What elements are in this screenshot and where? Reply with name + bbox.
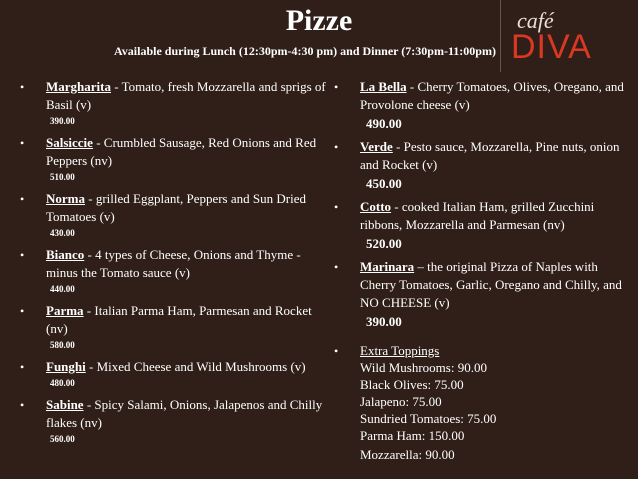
bullet-icon: •	[20, 398, 25, 412]
item-name: Parma	[46, 303, 84, 318]
menu-item	[20, 246, 328, 296]
item-name: Margharita	[46, 79, 111, 94]
menu-item	[334, 198, 634, 254]
topping-line: Wild Mushrooms: 90.00	[360, 360, 487, 375]
item-price: 390.00	[50, 116, 75, 126]
item-description: 4 types of Cheese, Onions and Thyme - minus the Tomato sauce (v)	[46, 247, 301, 280]
item-name: La Bella	[360, 79, 407, 94]
topping-line: Mozzarella: 90.00	[360, 447, 455, 462]
menu-title: Pizze	[285, 4, 353, 37]
item-separator: -	[85, 191, 96, 206]
item-description: grilled Eggplant, Peppers and Sun Dried Tomatoes (v)	[46, 191, 306, 224]
item-separator: -	[392, 139, 404, 154]
item-name: Bianco	[46, 247, 85, 262]
item-price: 450.00	[366, 176, 402, 191]
bullet-icon: •	[334, 140, 339, 154]
menu-item	[20, 134, 328, 184]
item-description: Cherry Tomatoes, Olives, Oregano, and Provolone cheese (v)	[360, 79, 624, 112]
item-description: cooked Italian Ham, grilled Zucchini ribbons, Mozzarella and Parmesan (nv)	[360, 199, 595, 232]
item-description: the original Pizza of Naples with Cherry Tomatoes, Garlic, Oregano and Chilly, and NO CHEESE (v)	[360, 259, 622, 310]
item-price: 490.00	[366, 116, 402, 131]
item-price: 390.00	[366, 314, 402, 329]
item-price: 430.00	[50, 228, 75, 238]
topping-line: Sundried Tomatoes: 75.00	[360, 411, 497, 426]
item-price: 580.00	[50, 340, 75, 350]
item-name: Verde	[360, 139, 393, 154]
bullet-icon: •	[20, 192, 25, 206]
item-price: 520.00	[366, 236, 402, 251]
bullet-icon: •	[334, 200, 339, 214]
logo-diva-text: DIVA	[511, 28, 592, 66]
item-separator: –	[414, 259, 428, 274]
item-name: Funghi	[46, 359, 86, 374]
menu-item	[20, 302, 328, 352]
item-separator: -	[92, 135, 104, 150]
menu-item	[20, 396, 328, 446]
item-separator: -	[83, 397, 95, 412]
item-name: Cotto	[360, 199, 392, 214]
item-description: Crumbled Sausage, Red Onions and Red Peppers (nv)	[46, 135, 317, 168]
item-name: Norma	[46, 191, 85, 206]
left-menu-column	[20, 78, 328, 452]
bullet-icon: •	[334, 80, 339, 94]
right-menu-column	[334, 78, 634, 463]
menu-item	[334, 258, 634, 332]
topping-line: Jalapeno: 75.00	[360, 394, 442, 409]
topping-line: Black Olives: 75.00	[360, 377, 464, 392]
item-separator: -	[83, 303, 95, 318]
item-separator: -	[406, 79, 418, 94]
bullet-icon: •	[20, 136, 25, 150]
menu-item	[334, 138, 634, 194]
item-description: Mixed Cheese and Wild Mushrooms (v)	[96, 359, 306, 374]
menu-item	[20, 358, 328, 390]
item-price: 560.00	[50, 434, 75, 444]
item-price: 480.00	[50, 378, 75, 388]
bullet-icon: •	[20, 248, 25, 262]
item-description: Pesto sauce, Mozzarella, Pine nuts, onion and Rocket (v)	[360, 139, 620, 172]
item-separator: -	[391, 199, 402, 214]
menu-item	[334, 78, 634, 134]
extra-toppings-section	[334, 342, 634, 463]
item-name: Salsiccie	[46, 135, 93, 150]
item-separator: -	[85, 359, 97, 374]
menu-item	[20, 78, 328, 128]
item-description: Tomato, fresh Mozzarella and sprigs of Basil (v)	[46, 79, 326, 112]
item-description: Italian Parma Ham, Parmesan and Rocket (nv)	[46, 303, 312, 336]
bullet-icon: •	[334, 260, 339, 274]
item-name: Marinara	[360, 259, 415, 274]
bullet-icon: •	[20, 360, 25, 374]
item-price: 510.00	[50, 172, 75, 182]
menu-subtitle: Available during Lunch (12:30pm-4:30 pm) and Dinner (7:30pm-11:00pm)	[114, 44, 496, 58]
item-separator: -	[110, 79, 122, 94]
item-separator: -	[84, 247, 96, 262]
bullet-icon: •	[20, 80, 25, 94]
extra-toppings-heading: Extra Toppings	[360, 343, 440, 358]
item-name: Sabine	[46, 397, 84, 412]
bullet-icon: •	[334, 344, 339, 358]
logo-cafe-text: café	[517, 8, 554, 33]
bullet-icon: •	[20, 304, 25, 318]
item-price: 440.00	[50, 284, 75, 294]
item-description: Spicy Salami, Onions, Jalapenos and Chilly flakes (nv)	[46, 397, 323, 430]
menu-item	[20, 190, 328, 240]
cafe-diva-logo	[500, 0, 638, 72]
topping-line: Parma Ham: 150.00	[360, 428, 465, 443]
